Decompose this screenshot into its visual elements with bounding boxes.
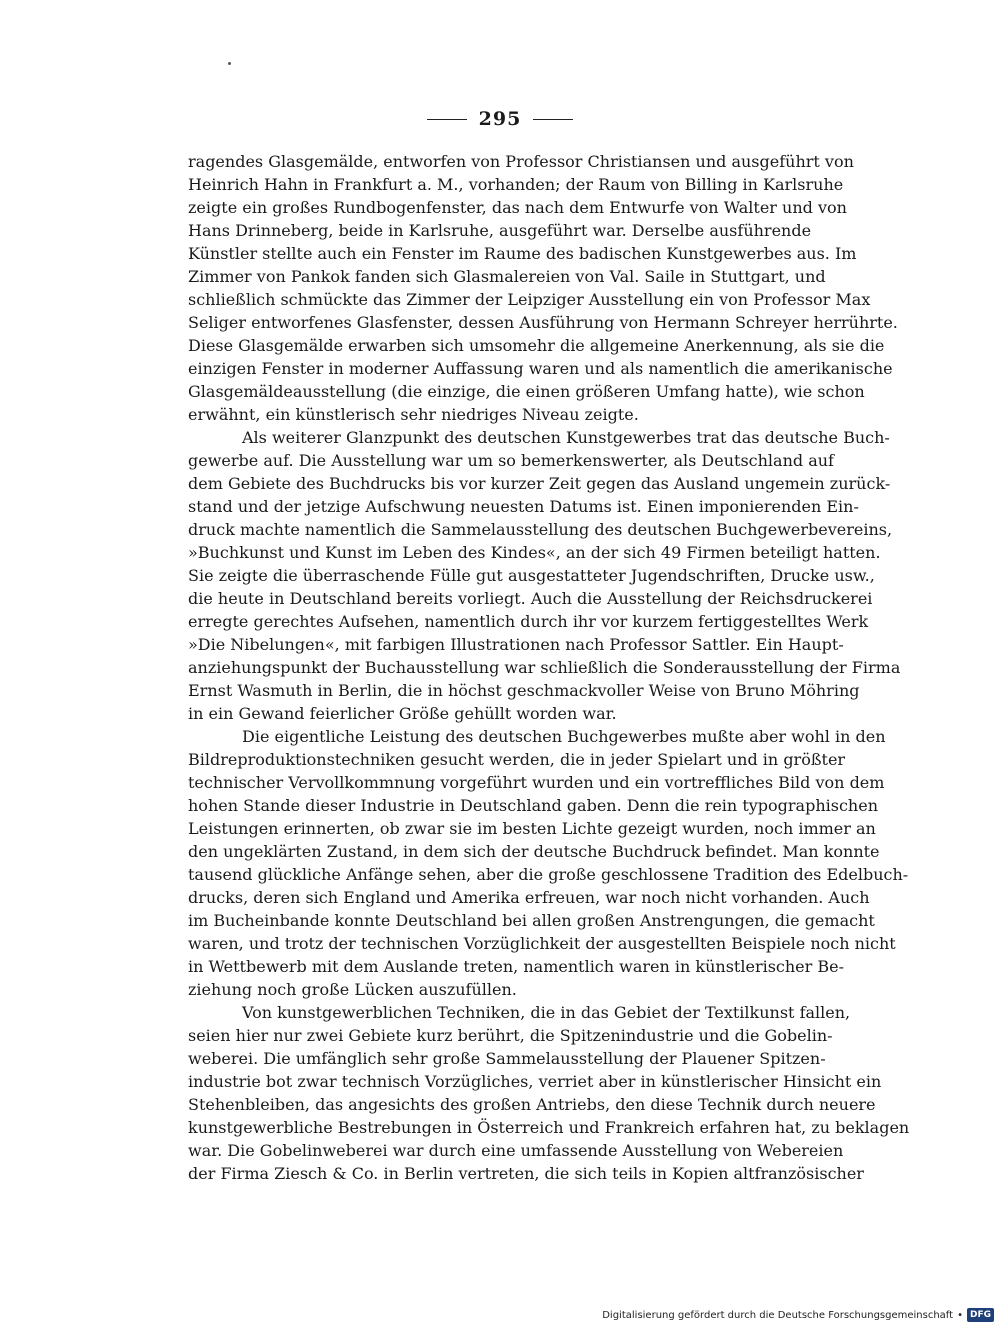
text-line: druck machte namentlich die Sammelausstellung des deutschen Buchgewerbevereins, — [188, 520, 893, 539]
text-line: Stehenbleiben, das angesichts des großen Antriebs, den diese Technik durch neuere — [188, 1095, 876, 1114]
text-line: in Wettbewerb mit dem Auslande treten, namentlich waren in künstlerischer Be- — [188, 957, 845, 976]
text-line: der Firma Ziesch & Co. in Berlin vertreten, die sich teils in Kopien altfranzösischer — [188, 1164, 864, 1183]
text-line: ragendes Glasgemälde, entworfen von Professor Christiansen und ausgeführt von — [188, 152, 854, 171]
text-line: »Die Nibelungen«, mit farbigen Illustrationen nach Professor Sattler. Ein Haupt- — [188, 635, 844, 654]
page-number: 295 — [478, 108, 522, 130]
text-line: seien hier nur zwei Gebiete kurz berührt, die Spitzenindustrie und die Gobelin- — [188, 1026, 833, 1045]
text-line: dem Gebiete des Buchdrucks bis vor kurzer Zeit gegen das Ausland ungemein zurück- — [188, 474, 891, 493]
text-line: Bildreproduktionstechniken gesucht werden, die in jeder Spielart und in größter — [188, 750, 846, 769]
text-line: Sie zeigte die überraschende Fülle gut ausgestatteter Jugendschriften, Drucke usw., — [188, 566, 875, 585]
text-line: erwähnt, ein künstlerisch sehr niedriges Niveau zeigte. — [188, 405, 639, 424]
text-line: weberei. Die umfänglich sehr große Sammelausstellung der Plauener Spitzen- — [188, 1049, 826, 1068]
footer-text: Digitalisierung gefördert durch die Deutsche Forschungsgemeinschaft — [602, 1309, 954, 1321]
text-line: Glasgemäldeausstellung (die einzige, die einen größeren Umfang hatte), wie schon — [188, 382, 865, 401]
scan-speck — [228, 62, 231, 65]
text-line: Seliger entworfenes Glasfenster, dessen Ausführung von Hermann Schreyer herrührte. — [188, 313, 898, 332]
text-line: gewerbe auf. Die Ausstellung war um so bemerkenswerter, als Deutschland auf — [188, 451, 834, 470]
text-line: den ungeklärten Zustand, in dem sich der deutsche Buchdruck befindet. Man konnte — [188, 842, 880, 861]
text-line: zeigte ein großes Rundbogenfenster, das nach dem Entwurfe von Walter und von — [188, 198, 847, 217]
text-line: Leistungen erinnerten, ob zwar sie im besten Lichte gezeigt wurden, noch immer an — [188, 819, 876, 838]
page-header — [0, 108, 1000, 130]
header-rule-left — [427, 119, 467, 120]
text-line: erregte gerechtes Aufsehen, namentlich durch ihr vor kurzem fertiggestelltes Werk — [188, 612, 869, 631]
text-line: Von kunstgewerblichen Techniken, die in das Gebiet der Textilkunst fallen, — [242, 1003, 851, 1022]
text-line: schließlich schmückte das Zimmer der Leipziger Ausstellung ein von Professor Max — [188, 290, 871, 309]
text-line: im Bucheinbande konnte Deutschland bei allen großen Anstrengungen, die gemacht — [188, 911, 875, 930]
text-line: kunstgewerbliche Bestrebungen in Österreich und Frankreich erfahren hat, zu beklagen — [188, 1118, 910, 1137]
text-line: industrie bot zwar technisch Vorzügliches, verriet aber in künstlerischer Hinsicht ein — [188, 1072, 882, 1091]
text-line: Als weiterer Glanzpunkt des deutschen Kunstgewerbes trat das deutsche Buch- — [242, 428, 890, 447]
text-line: anziehungspunkt der Buchausstellung war schließlich die Sonderausstellung der Firma — [188, 658, 901, 677]
text-line: Heinrich Hahn in Frankfurt a. M., vorhanden; der Raum von Billing in Karlsruhe — [188, 175, 844, 194]
header-rule-right — [533, 119, 573, 120]
text-line: tausend glückliche Anfänge sehen, aber die große geschlossene Tradition des Edelbuch- — [188, 865, 909, 884]
text-line: stand und der jetzige Aufschwung neuesten Datums ist. Einen imponierenden Ein- — [188, 497, 859, 516]
text-line: »Buchkunst und Kunst im Leben des Kindes«, an der sich 49 Firmen beteiligt hatten. — [188, 543, 881, 562]
text-line: technischer Vervollkommnung vorgeführt wurden und ein vortreffliches Bild von dem — [188, 773, 885, 792]
footer-bullet: • — [957, 1309, 963, 1321]
text-line: Hans Drinneberg, beide in Karlsruhe, ausgeführt war. Derselbe ausführende — [188, 221, 812, 240]
text-line: war. Die Gobelinweberei war durch eine umfassende Ausstellung von Webereien — [188, 1141, 844, 1160]
text-line: Ernst Wasmuth in Berlin, die in höchst geschmackvoller Weise von Bruno Möhring — [188, 681, 860, 700]
dfg-logo-icon: DFG — [967, 1308, 994, 1322]
text-line: die heute in Deutschland bereits vorliegt. Auch die Ausstellung der Reichsdruckerei — [188, 589, 873, 608]
text-line: Diese Glasgemälde erwarben sich umsomehr die allgemeine Anerkennung, als sie die — [188, 336, 885, 355]
footer-credit — [602, 1308, 994, 1322]
text-line: drucks, deren sich England und Amerika erfreuen, war noch nicht vorhanden. Auch — [188, 888, 870, 907]
text-line: in ein Gewand feierlicher Größe gehüllt worden war. — [188, 704, 617, 723]
text-line: hohen Stande dieser Industrie in Deutschland gaben. Denn die rein typographischen — [188, 796, 878, 815]
body-text — [188, 150, 910, 1185]
text-line: waren, und trotz der technischen Vorzüglichkeit der ausgestellten Beispiele noch nicht — [188, 934, 896, 953]
text-line: Künstler stellte auch ein Fenster im Raume des badischen Kunstgewerbes aus. Im — [188, 244, 857, 263]
text-line: ziehung noch große Lücken auszufüllen. — [188, 980, 517, 999]
text-line: Die eigentliche Leistung des deutschen Buchgewerbes mußte aber wohl in den — [242, 727, 886, 746]
text-line: einzigen Fenster in moderner Auffassung waren und als namentlich die amerikanische — [188, 359, 893, 378]
text-line: Zimmer von Pankok fanden sich Glasmalereien von Val. Saile in Stuttgart, und — [188, 267, 826, 286]
